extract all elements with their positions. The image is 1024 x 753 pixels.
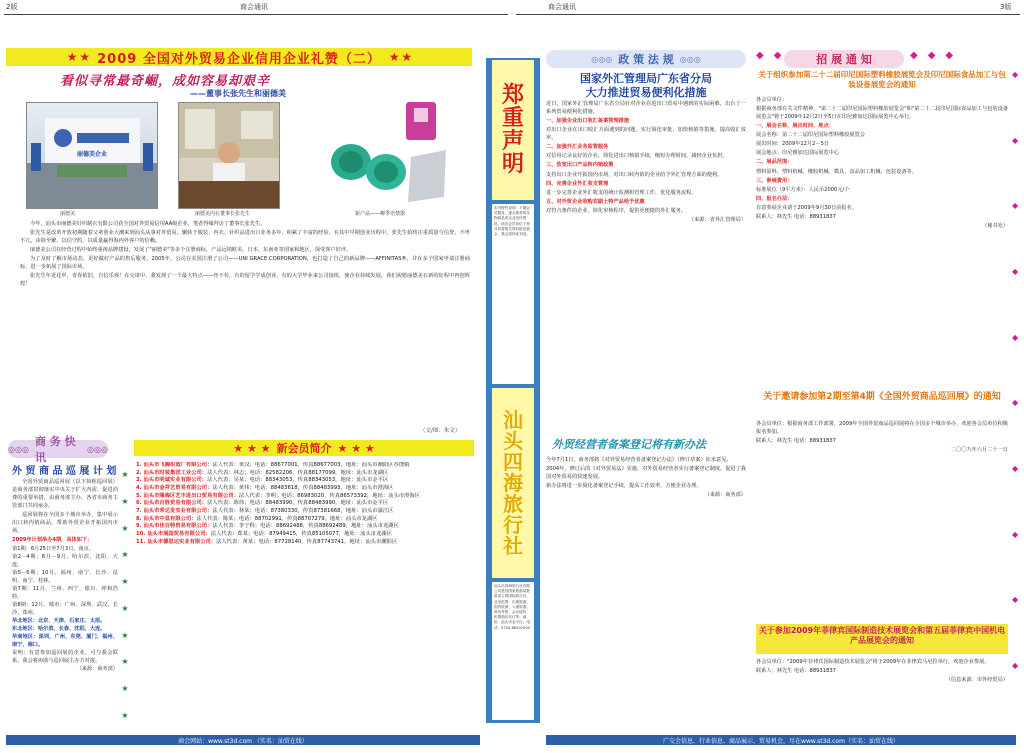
star-icon: ★	[121, 470, 129, 479]
notice-item: 二、展品范围：	[756, 159, 793, 166]
third-notice-text: 各会员单位："2009年菲律宾国际制造技术展览会"将于2009年在菲律宾马尼拉举行，欢迎企业参展。	[756, 659, 990, 665]
article-paragraph: 张先生年近花甲，青春依旧，自信乐观！在交谈中，我发现了一个最大特点——丝不苟，有的留学学成创业，有的大学毕业来公司接班，使企业持续发展，我们祝愿丽德美在新的征程中再创辉煌！	[20, 273, 470, 288]
agency-char: 旅	[503, 491, 523, 516]
diamond-icon: ◆	[1012, 266, 1019, 276]
schedule-item: 第5－6期：10月，福州、南宁、长沙、昆明、南宁、桂林。	[12, 569, 118, 584]
star-icon: ★ ★ ★	[337, 441, 375, 455]
third-notice-contact: 联系人：林先生 电话：88931837	[756, 668, 836, 675]
member-entry	[136, 523, 472, 531]
member-entry	[136, 485, 472, 493]
star-icon: ★	[121, 550, 129, 560]
diamond-icon: ◆	[910, 50, 918, 61]
region-item: 华北地区：北京、天津、石家庄、太原。	[12, 618, 106, 625]
header-left-right: 商会通讯	[548, 3, 576, 11]
member-name: 5. 汕头市隆海区艺丰进出口贸易有限公司：	[136, 492, 239, 499]
diamond-icon: ◆	[945, 50, 954, 61]
notice-char: 明	[501, 152, 524, 178]
right-page	[512, 0, 1024, 753]
member-entry	[136, 477, 472, 485]
member-detail: 法人代表：黄伟；电话：88483618，传真88483993，地址：汕头市澄海区	[212, 485, 394, 492]
agency-char: 行	[503, 512, 523, 537]
policy-title-text: 政 策 法 规	[618, 53, 674, 66]
diamond-icon: ◆	[927, 50, 936, 61]
photo-products	[316, 102, 456, 207]
diamond-icon: ◆	[1012, 332, 1019, 342]
page-label-right: 3版	[1000, 3, 1012, 11]
star-icon: ★	[121, 710, 129, 720]
star-divider	[120, 470, 130, 720]
schedule-item: 第7期：11月，兰州、西宁、银川、呼和浩特。	[12, 585, 118, 600]
notice-item: 一、展会名称、展出时间、地点：	[756, 123, 834, 130]
left-footer: 商会网站：www.st3d.com （实名：汕贸在线）	[6, 735, 480, 745]
feature-banner	[6, 48, 472, 66]
notice-body	[756, 96, 1008, 386]
policy-headline: 国家外汇管理局广东省分局	[580, 72, 712, 85]
members-list	[136, 462, 472, 720]
diamond-icon: ◆	[1012, 595, 1019, 605]
third-notice-source: （信息来源：市外经贸局）	[945, 677, 1008, 684]
member-name: 4. 汕头市金祥艺贸易有限公司：	[136, 485, 213, 492]
notice-item: 四、报名办法：	[756, 195, 793, 202]
commerce-news-title-text: 商 务 快 讯	[34, 435, 76, 464]
header-rule	[4, 14, 508, 15]
article-paragraph: 张先生是改革开放初期随着父辈创业大潮来到汕头从事对外贸易，辗转于服装、内衣、针织品进出口业务多年，积累了丰富的经验，在其中早期创业历程中，张先生始终注重质量与信誉，不卑不亢，由简至繁，以信守约，以质量赢得海内外客户的信赖。	[20, 230, 470, 245]
ring-icon: ◎◎◎	[8, 444, 29, 454]
policy-item-head: 二、加强外汇业务监管服务	[546, 144, 609, 151]
header-center-left: 商会通讯	[240, 3, 268, 11]
notice-char: 重	[501, 105, 524, 131]
policy-intro: 近日，国家外汇管理局广东省分局针对企业在进出口贸易中遇到的实际困难，出台了一系列贸易便利化措施。	[546, 101, 746, 116]
diamond-icon: ◆	[1012, 398, 1019, 408]
member-name: 10. 汕头市展国贸易有限公司：	[136, 531, 211, 538]
star-icon: ★	[121, 657, 129, 667]
feature-article	[20, 220, 470, 410]
third-notice-body	[756, 658, 1008, 718]
member-entry	[136, 508, 472, 516]
third-notice-banner	[756, 624, 1008, 654]
member-detail: 法人代表：林某；电话：87380330，传真87381668，地址：汕头市濠江区	[212, 508, 394, 515]
policy-item-text: 支持出口企业开拓国内市场，对出口转内销的企业给予外汇管理方面的便利。	[546, 171, 723, 178]
member-detail: 法人代表：郑某；电话：87949415，传真85105077，地址：汕头市龙湖区	[210, 531, 392, 538]
agency-char: 头	[503, 428, 523, 453]
header-rule	[516, 14, 1020, 15]
agency-char: 海	[503, 470, 523, 495]
banner-stars-left: ★ ★	[66, 50, 90, 64]
member-detail: 法人代表：李明；电话：86983020，传真86573392，地址：汕头市澄海区	[238, 492, 420, 499]
diamond-icon: ◆	[1012, 660, 1019, 670]
notice-item: 有意参展企业请于2009年9月30日前报名。	[756, 204, 857, 211]
caption-photo2: 丽德美内在董事长张先生	[195, 211, 251, 217]
agency-char: 汕	[503, 407, 523, 432]
star-icon: ★	[121, 684, 129, 694]
member-name: 1. 汕头市飞腾织造厂有限公司：	[136, 462, 213, 468]
member-entry	[136, 531, 472, 539]
article-paragraph: 今年，汕头市丽德美针织制衣有限公司获全国对外贸易信用AA级企业，笔者得缘拜访了董事长张先生。	[30, 221, 266, 227]
photo-lobby	[26, 102, 158, 209]
policy-item-head: 五、对外贸企业收购农副土特产品给予优惠	[546, 198, 645, 205]
filing-paragraph: 2004年，修订后的《对外贸易法》实施，对外贸易经营者实行备案登记制度，促进了我国对外贸易的快速发展。	[546, 466, 746, 481]
policy-item-text: 对符合条件的企业，简化审核程序，提供更便捷的外汇服务。	[546, 207, 687, 214]
schedule-item: 第2－4期：8月－9月，哈尔滨、沈阳、大连。	[12, 553, 118, 568]
star-icon: ★	[121, 630, 129, 640]
banner-stars-right: ★ ★	[388, 50, 412, 64]
star-icon: ★	[121, 523, 129, 533]
notice-text: 本刊特约说明：下期会员服务、重点推荐的实物商品或企业宣传资料，请各会员单位于每月初将相关资料报送我会，我会将择优刊登。	[492, 204, 534, 384]
policy-item-text: 进一步完善企业外汇收支的统计监测和管理工作，优化服务流程。	[546, 189, 697, 196]
member-entry	[136, 539, 472, 547]
region-item: 东北地区：哈尔滨、长春、沈阳、大连。	[12, 626, 106, 633]
notice-diamonds	[756, 50, 781, 61]
commerce-paragraph: 巡回展将在全国多个城市举办，集中展示出口转内销商品，帮助外贸企业开拓国内市场。	[12, 512, 118, 535]
schedule-item: 第8期：12月，城市：广州、深圳、武汉、长沙、郑州。	[12, 601, 118, 616]
policy-item-head: 三、放宽出口产品转内销政策	[546, 162, 614, 169]
diamond-icon: ◆	[1012, 201, 1019, 211]
schedule-title: 2009年计划举办4期，具体如下：	[12, 537, 93, 544]
article-footer: （文/图：朱文）	[420, 428, 461, 434]
schedule-item: 第1期：6月25日至7月3日，南京。	[12, 545, 95, 552]
filing-paragraph: 今年7月1日，商务部将《对外贸易经营者备案登记办法》（修订草案）征求意见。	[546, 457, 732, 463]
policy-item-text: 对信用记录良好的企业，简化进出口核销手续，缩短办理时间，减轻企业负担。	[546, 153, 728, 160]
new-members-header	[134, 440, 474, 456]
notice-item: 展会地点：印尼雅加达国际展览中心	[756, 150, 840, 157]
second-notice-headline: 关于邀请参加第2期至第4期《全国外贸商品巡回展》的通知	[763, 392, 1001, 402]
second-notice-text: 各会员单位：根据商务部工作部署，2009年全国外贸商品巡回展将在全国多个城市举办，欢迎各会员单位积极报名参加。	[756, 421, 1008, 436]
third-notice-headline: 关于参加2009年菲律宾国际制造技术展览会和第五届菲律宾中国机电产品展览会的通知	[758, 626, 1006, 646]
policy-headline-2: 大力推进贸易便利化措施	[585, 86, 707, 99]
photo-lobby-sign: 丽德美企业	[77, 151, 108, 158]
second-notice-date: 二〇〇九年六月二十一日	[950, 447, 1008, 454]
diamond-border	[1012, 70, 1022, 670]
filing-headline: 外贸经营者备案登记将有新办法	[552, 438, 706, 451]
notice-char: 声	[501, 129, 524, 154]
notice-source: （秘书处）	[982, 222, 1008, 229]
diamond-icon: ◆	[1012, 135, 1019, 145]
member-name: 9. 汕头市佳百特贸易有限公司：	[136, 523, 213, 530]
diamond-icon: ◆	[1012, 463, 1019, 473]
diamond-icon: ◆	[756, 50, 764, 61]
policy-title	[546, 50, 746, 68]
diamond-icon: ◆	[1012, 70, 1019, 79]
policy-body	[546, 100, 746, 420]
member-entry	[136, 462, 472, 470]
notice-intro: 各会员单位：	[756, 97, 788, 103]
star-icon: ★	[121, 603, 129, 613]
member-name: 6. 汕头市百胜贸易有限公司：	[136, 500, 208, 507]
member-name: 11. 汕头市德思达实业有限公司：	[136, 538, 217, 545]
member-detail: 法人代表：陈某；电话：88702991，传真88707279，地址：汕头市龙湖区	[196, 515, 378, 522]
feature-subheadline: 看似寻常最奇崛，成如容易却艰辛	[60, 74, 271, 89]
notice-diamonds-right	[910, 50, 953, 61]
region-item: 华南地区：深圳、广州、东莞、厦门、福州、南宁、海口。	[12, 634, 118, 649]
agency-char: 四	[503, 449, 523, 474]
filing-source: （来源：商务部）	[704, 492, 746, 499]
member-detail: 法人代表：黄汉；电话：88677001，传真88677003，地址：汕头市潮阳区谷饶镇	[212, 462, 410, 468]
commerce-paragraph: 全国外贸商品巡回展（以下简称巡回展）是商务部贯彻落实中央关于扩大内需、促进消费的重要举措，由商务部主办，各省市商务主管部门共同承办。	[12, 479, 118, 510]
star-icon: ★	[121, 496, 129, 506]
notice-contact: 联系人：林先生 电话：88931837	[756, 213, 836, 220]
notice-item: 展会名称：第二十二届印尼国际塑料橡胶展览会	[756, 132, 865, 139]
right-footer: 广交会信息、行业信息、商品展示、贸易机会，尽在www.st3d.com（实名：汕贸在线）	[546, 735, 1016, 745]
agency-char: 社	[503, 533, 523, 558]
ring-icon: ◎◎◎	[591, 54, 613, 64]
caption-photo3: 新产品——柳季语禁器	[355, 211, 406, 217]
member-detail: 法人代表：林志；电话：82582206，传真88177099，地址：汕头市龙湖区	[207, 469, 389, 476]
policy-source: （来源：省外汇管理局）	[688, 216, 746, 223]
member-entry	[136, 500, 472, 508]
commerce-source: （来源：商务部）	[76, 666, 118, 673]
ring-icon: ◎◎◎	[679, 54, 701, 64]
commerce-note: 说明：有意参加巡回展的企业，可与我会联系，我会将协助与巡回展主办方对接。	[12, 650, 118, 665]
notice-item: 展出时间：2009年12月2－5日	[756, 141, 830, 148]
second-notice-contact: 联系人：林先生 电话：88931837	[756, 438, 836, 445]
article-paragraph: 为了及时了解市场动态，更好做好产品的售后服务，2005年，公司在美国注册了公司——UNI GRACE CORPORATION，也打造了自己的新品牌——AFFINITAS®，并在多个国家申请注册商标，进一步拓展了国际市场。	[20, 256, 470, 271]
commerce-news-headline: 外 贸 商 品 巡 展 计 划	[12, 466, 117, 477]
commerce-news-title	[8, 435, 108, 464]
page-label-left: 2版	[6, 3, 18, 11]
diamond-icon: ◆	[773, 50, 782, 61]
member-name: 3. 汕头市明诚实业有限公司：	[136, 477, 208, 484]
photo-chairman	[178, 102, 280, 209]
policy-item-text: 对出口企业在出口收汇方面遇到的问题，实行简化审批、加快核销等措施，提高收汇效率。	[546, 127, 746, 142]
member-detail: 法人代表：李子科；电话：88692488，传真88692489，地址：汕头市龙湖区	[212, 523, 399, 530]
second-notice-body	[756, 420, 1008, 550]
notice-headline: 关于组织参加第二十二届印尼国际塑料橡胶展览会及印尼国际食品加工与包装设备展览会的通知	[758, 70, 1006, 90]
star-icon: ★	[121, 577, 129, 587]
notice-item: 三、参展费用：	[756, 177, 793, 184]
notice-char: 郑	[501, 82, 524, 108]
commerce-news-body	[12, 478, 118, 718]
member-detail: 法人代表：陈伟；电话：88483990，传真88483990，地址：汕头市金平区	[207, 500, 389, 507]
travel-agency-text: 汕头市四海旅行社有限公司是经国家旅游局批准成立的国际旅行社，业务范围：出境旅游、国内旅游、入境旅游、商务考察、会议接待、机票酒店代订等。地址：汕头市金平区。电话：0754-88201000	[492, 582, 534, 720]
diamond-icon: ◆	[1012, 529, 1019, 539]
notice-title	[784, 50, 904, 68]
filing-paragraph: 新办法将进一步简化备案登记手续，提高工作效率，方便企业办理。	[546, 483, 702, 490]
member-detail: 法人代表：吴某；电话：88343053，传真88343053，地址：汕头市金平区	[207, 477, 389, 484]
member-name: 2. 汕头市时装集团工业公司：	[136, 469, 208, 476]
policy-item-head: 四、完善企业外汇收支管理	[546, 180, 609, 187]
feature-byline: ——董事长张先生和丽德美	[190, 89, 286, 98]
policy-item-head: 一、加强企业出口收汇备案管理措施	[546, 118, 630, 125]
notice-title-text: 招 展 通 知	[816, 53, 872, 66]
caption-photo1: 丽德美	[60, 211, 76, 217]
member-name: 8. 汕头市中显有限公司：	[136, 515, 197, 522]
star-icon: ★ ★ ★	[233, 441, 271, 455]
new-members-title: 新会员简介	[276, 442, 332, 455]
member-name: 7. 汕头市荣达发实业有限公司：	[136, 508, 213, 515]
filing-body	[546, 456, 746, 716]
banner-title: 2009 全国对外贸易企业信用企业礼赞（二）	[97, 51, 381, 67]
notice-text: 根据商务部有关文件精神，"第二十二届印尼国际塑料橡胶展览会"和"第二十二届印尼国际食品加工与包装设备展览会"将于2009年12月2日至5日在印尼雅加达国际展览中心举行。	[756, 106, 1008, 121]
ring-icon: ◎◎◎	[87, 444, 108, 454]
member-detail: 法人代表：黄某；电话：87728140，传真87743741，地址：汕头市潮阳区	[216, 538, 398, 545]
article-paragraph: 丽德美公司在经营过程中始终重视品牌建设，发展了"丽德美"等多个注册商标，产品远销欧美、日本、东南亚等国家和地区，深受客户好评。	[30, 247, 352, 254]
notice-item: 塑料原料、塑料机械、橡胶机械、模具、食品加工机械、包装设备等。	[756, 168, 917, 175]
notice-item: 标准展位（9平方米）：人民币2000元/个	[756, 186, 850, 193]
